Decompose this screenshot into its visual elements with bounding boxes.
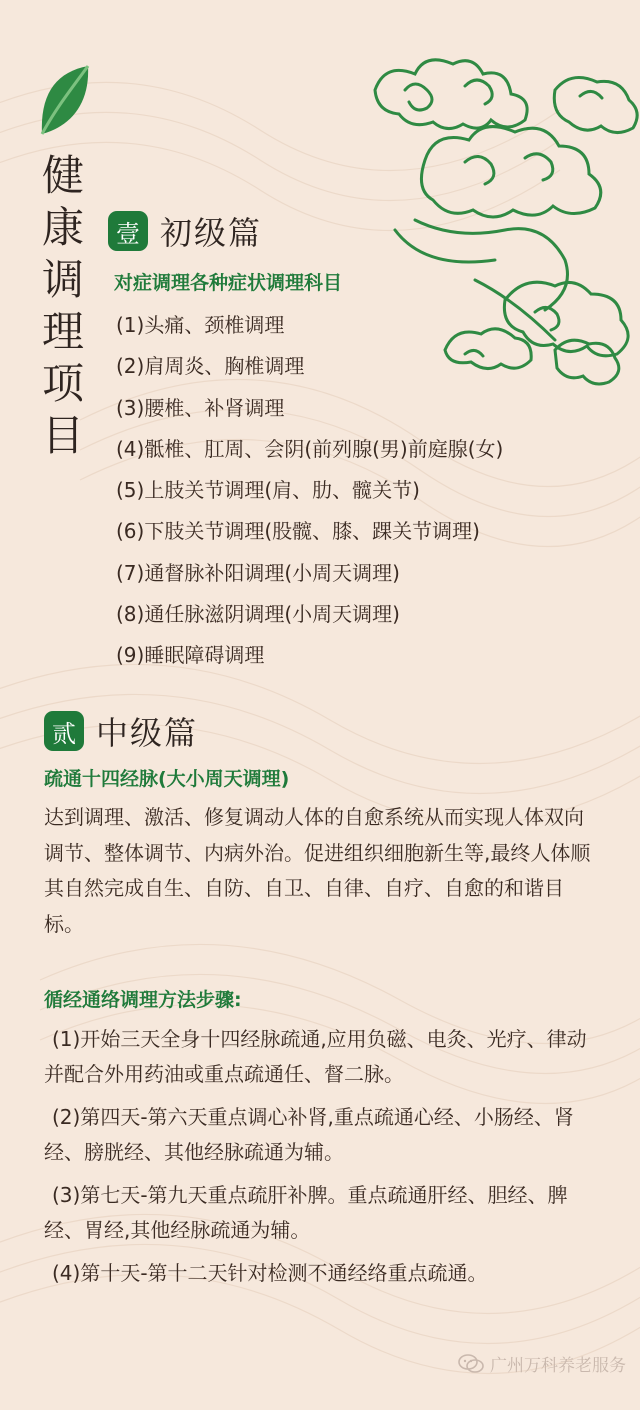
title-char: 目 xyxy=(41,411,84,460)
section1-subtitle: 对症调理各种症状调理科目 xyxy=(114,272,343,294)
list-item: (5)上肢关节调理(肩、肋、髋关节) xyxy=(116,478,420,503)
watermark-text: 广州万科养老服务 xyxy=(490,1356,626,1376)
list-item: (2)肩周炎、胸椎调理 xyxy=(116,354,305,379)
leaf-icon xyxy=(36,64,92,136)
steps-list xyxy=(44,1022,604,1299)
section2-paragraph: 达到调理、激活、修复调动人体的自愈系统从而实现人体双向调节、整体调节、内病外治。促进组织细胞新生等,最终人体顺其自然完成自生、自防、自卫、自律、自疗、自愈的和谐目标。 xyxy=(44,805,591,936)
title-char: 理 xyxy=(41,307,84,356)
list-item: (3)腰椎、补肾调理 xyxy=(116,395,285,420)
vertical-page-title xyxy=(38,150,88,462)
list-item: (4)骶椎、肛周、会阴(前列腺(男)前庭腺(女) xyxy=(116,436,504,461)
step-item: (1)开始三天全身十四经脉疏通,应用负磁、电灸、光疗、律动并配合外用药油或重点疏通任、督二脉。 xyxy=(44,1027,587,1086)
section2-header xyxy=(44,708,198,754)
title-char: 康 xyxy=(41,203,84,252)
section1-title: 初级篇 xyxy=(160,214,263,252)
steps-title: 循经通络调理方法步骤: xyxy=(44,989,242,1011)
step-item: (3)第七天-第九天重点疏肝补脾。重点疏通肝经、胆经、脾经、胃经,其他经脉疏通为辅。 xyxy=(44,1183,568,1242)
list-item: (7)通督脉补阳调理(小周天调理) xyxy=(116,560,400,585)
title-char: 健 xyxy=(41,151,84,200)
list-item: (9)睡眠障碍调理 xyxy=(116,643,265,668)
section1-list xyxy=(116,305,503,677)
section2-subtitle: 疏通十四经脉(大小周天调理) xyxy=(44,768,290,790)
section1-badge: 壹 xyxy=(108,211,148,251)
section1-header xyxy=(108,208,262,254)
section2-badge: 贰 xyxy=(44,711,84,751)
step-item: (2)第四天-第六天重点调心补肾,重点疏通心经、小肠经、肾经、膀胱经、其他经脉疏通为辅。 xyxy=(44,1105,574,1164)
watermark xyxy=(458,1351,626,1376)
step-item: (4)第十天-第十二天针对检测不通经络重点疏通。 xyxy=(52,1261,488,1285)
list-item: (6)下肢关节调理(股髋、膝、踝关节调理) xyxy=(116,519,480,544)
title-char: 项 xyxy=(41,359,84,408)
section2-title: 中级篇 xyxy=(96,714,199,752)
title-char: 调 xyxy=(41,255,84,304)
list-item: (1)头痛、颈椎调理 xyxy=(116,313,285,337)
list-item: (8)通任脉滋阴调理(小周天调理) xyxy=(116,602,400,627)
wechat-icon xyxy=(458,1354,484,1374)
